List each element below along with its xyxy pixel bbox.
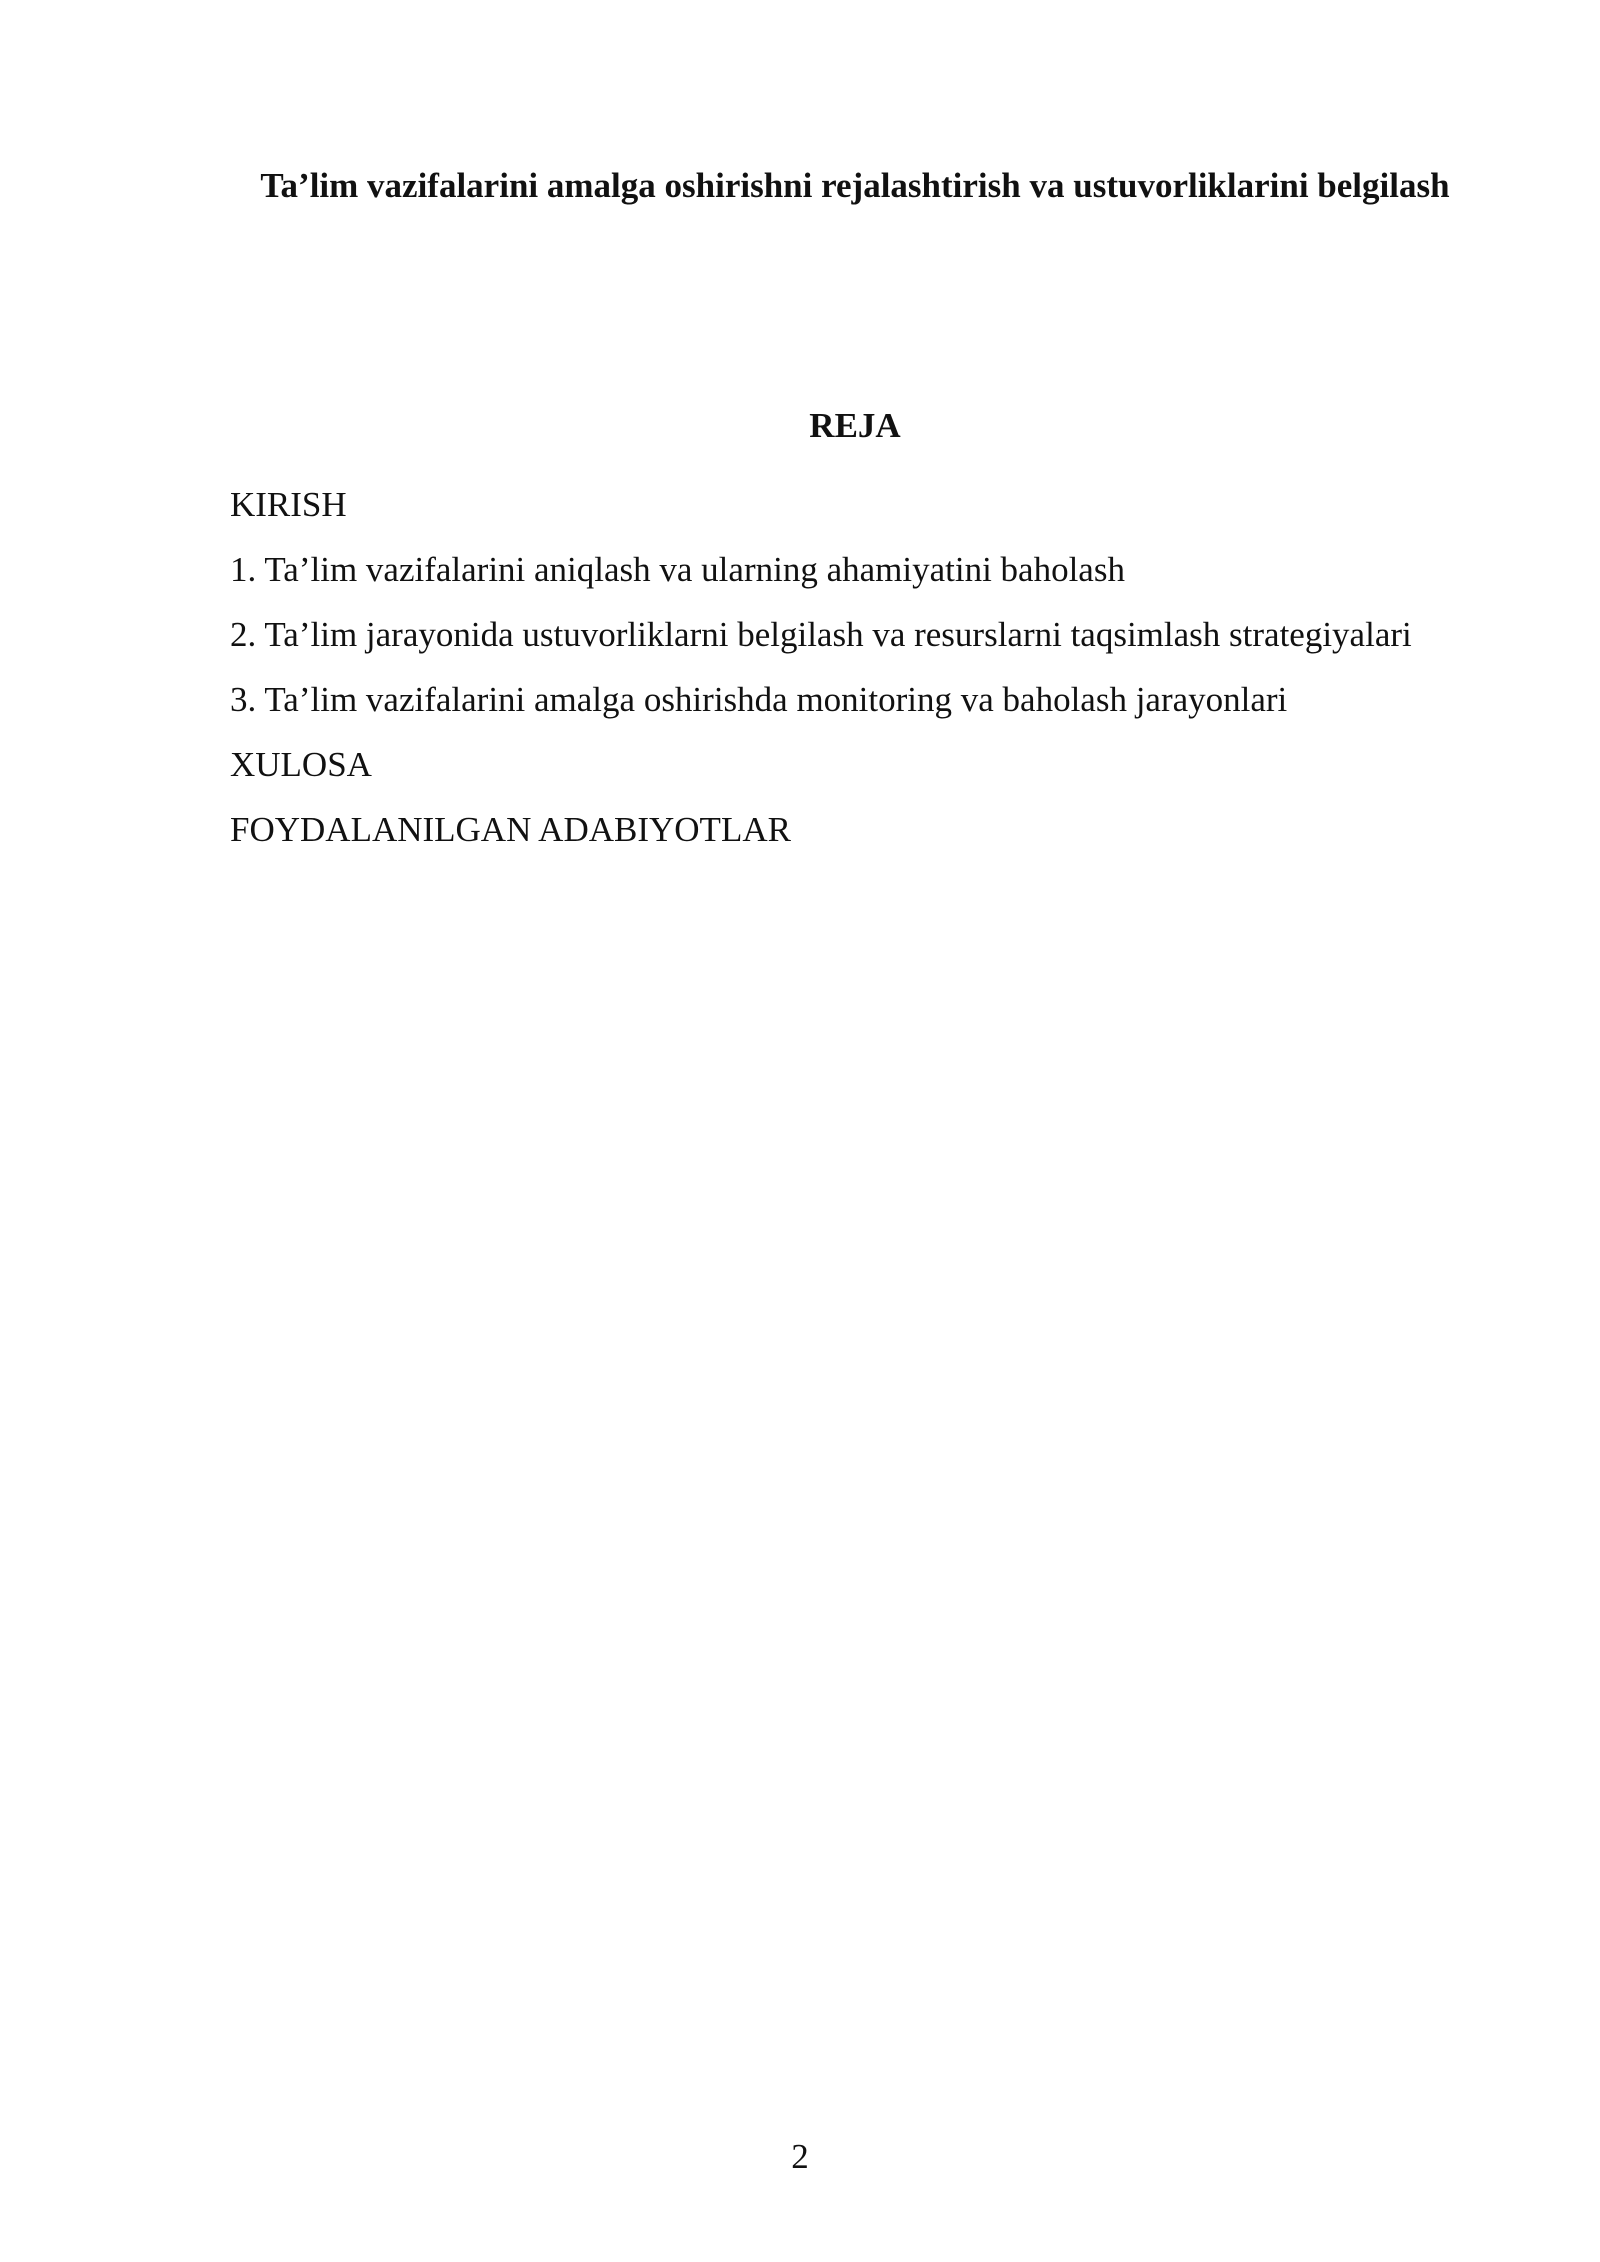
page-number: 2 [791,2137,809,2176]
table-of-contents [230,476,1430,866]
toc-item-conclusion: XULOSA [230,745,372,784]
toc-item-1: 1. Ta’lim vazifalarini aniqlash va ularning ahamiyatini baholash [230,550,1125,589]
toc-item-introduction: KIRISH [230,485,347,524]
plan-heading: REJA [809,406,901,445]
toc-item-references: FOYDALANILGAN ADABIYOTLAR [230,810,791,849]
toc-item-3: 3. Ta’lim vazifalarini amalga oshirishda monitoring va baholash jarayonlari [230,680,1288,719]
toc-item-2: 2. Ta’lim jarayonida ustuvorliklarni belgilash va resurslarni taqsimlash strategiyalari [230,615,1412,654]
document-title: Ta’lim vazifalarini amalga oshirishni rejalashtirish va ustuvorliklarini belgilash [260,166,1450,205]
